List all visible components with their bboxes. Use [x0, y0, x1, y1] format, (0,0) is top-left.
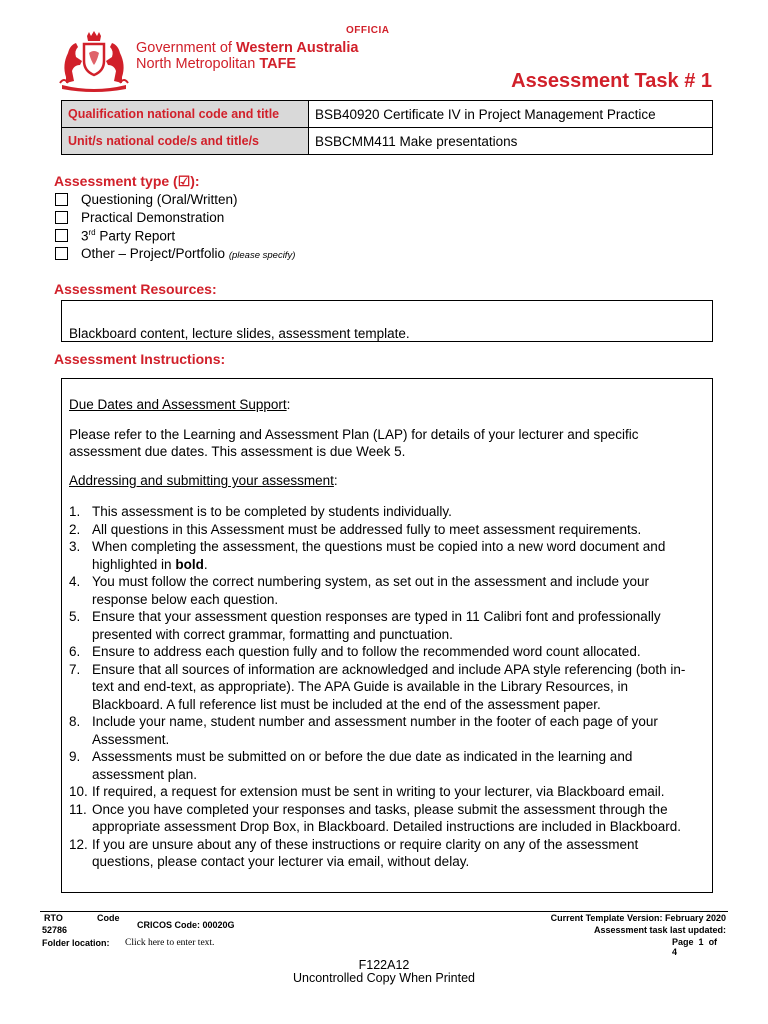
option-label: Other – Project/Portfolio (please specify)	[81, 246, 296, 261]
list-item: 6. Ensure to address each question fully and to follow the recommended word count allocated.	[69, 644, 641, 659]
classification-label: OFFICIA	[346, 25, 390, 36]
table-row	[62, 101, 713, 128]
resources-heading: Assessment Resources:	[54, 281, 217, 297]
footer-divider	[40, 911, 728, 912]
assessment-type-option	[55, 192, 238, 207]
submission-heading: Addressing and submitting your assessment:	[69, 473, 338, 488]
list-item: 7. Ensure that all sources of information are acknowledged and include APA style referencing (both in-text and end-text, as appropriate). The APA Guide is available in the Library Resources, in Blackboard. A full reference list must be included at the end of the assessment paper.	[69, 661, 686, 712]
assessment-type-option	[55, 246, 295, 261]
document-code: F122A12	[358, 958, 410, 972]
instruction-steps	[69, 503, 701, 871]
list-item: 2. All questions in this Assessment must be addressed fully to meet assessment requirements.	[69, 521, 642, 537]
option-label: Practical Demonstration	[81, 210, 225, 225]
table-row	[62, 128, 713, 155]
list-item: 5. Ensure that your assessment question responses are typed in 11 Calibri font and professionally presented with correct grammar, formatting and punctuation.	[69, 609, 661, 642]
checkbox-questioning[interactable]	[55, 193, 68, 206]
list-item: 11. Once you have completed your responses and tasks, please submit the assessment through the appropriate assessment Drop Box, in Blackboard. Detailed instructions are included in Blackboard.	[69, 801, 682, 834]
footer-page-number: Page 1 of	[672, 937, 718, 947]
footer-cricos: CRICOS Code: 00020G	[137, 920, 235, 930]
list-item: 3. When completing the assessment, the questions must be copied into a new word document and highlighted in bold.	[69, 539, 670, 572]
list-item: 9. Assessments must be submitted on or before the due date as indicated in the learning and assessment plan.	[69, 749, 633, 782]
checkbox-other[interactable]	[55, 247, 68, 260]
list-item: 4. You must follow the correct numbering system, as set out in the assessment and include your response below each question.	[69, 574, 650, 607]
footer-last-updated: Assessment task last updated:	[593, 925, 726, 935]
assessment-type-option	[55, 228, 175, 244]
assessment-type-heading: Assessment type (☑):	[54, 173, 200, 189]
organisation-name: North Metropolitan TAFE	[136, 56, 297, 72]
steps-list	[69, 503, 701, 871]
qualification-label: Qualification national code and title	[62, 101, 309, 128]
checkbox-practical[interactable]	[55, 211, 68, 224]
list-item: 10. If required, a request for extension must be sent in writing to your lecturer, via Blackboard email.	[69, 784, 665, 799]
due-dates-text: Please refer to the Learning and Assessment Plan (LAP) for details of your lecturer and specific assessment due dates. This assessment is due Week 5.	[69, 427, 639, 459]
folder-location-field[interactable]: Click here to enter text.	[125, 938, 215, 948]
assessment-type-option	[55, 210, 224, 225]
footer-folder-label: Folder location:	[42, 938, 110, 948]
footer-rto-number: 52786	[42, 925, 68, 935]
page-title: Assessment Task # 1	[511, 70, 712, 92]
uncontrolled-notice: Uncontrolled Copy When Printed	[292, 971, 476, 985]
option-label: 3rd Party Report	[81, 228, 176, 244]
footer-template-version: Current Template Version: February 2020	[550, 913, 726, 923]
list-item: 1. This assessment is to be completed by students individually.	[69, 504, 452, 519]
qualification-value: BSB40920 Certificate IV in Project Management Practice	[309, 101, 713, 128]
checkbox-third-party[interactable]	[55, 229, 68, 242]
resources-text: Blackboard content, lecture slides, assessment template.	[69, 326, 410, 341]
option-label: Questioning (Oral/Written)	[81, 192, 238, 207]
list-item: 8. Include your name, student number and assessment number in the footer of each page of your Assessment.	[69, 714, 658, 747]
government-name: Government of Western Australia	[136, 40, 359, 56]
unit-value: BSBCMM411 Make presentations	[309, 128, 713, 155]
footer-rto-label: RTO	[44, 913, 63, 923]
due-dates-heading: Due Dates and Assessment Support:	[69, 397, 291, 412]
list-item: 12. If you are unsure about any of these instructions or require clarity on any of the assessment questions, please contact your lecturer via email, without delay.	[69, 836, 639, 869]
coat-of-arms-logo	[56, 31, 132, 93]
instructions-heading: Assessment Instructions:	[54, 351, 226, 367]
unit-label: Unit/s national code/s and title/s	[62, 128, 309, 155]
qualification-table	[61, 100, 713, 155]
footer-page-total: 4	[672, 947, 678, 957]
footer-code-label: Code	[97, 913, 120, 923]
